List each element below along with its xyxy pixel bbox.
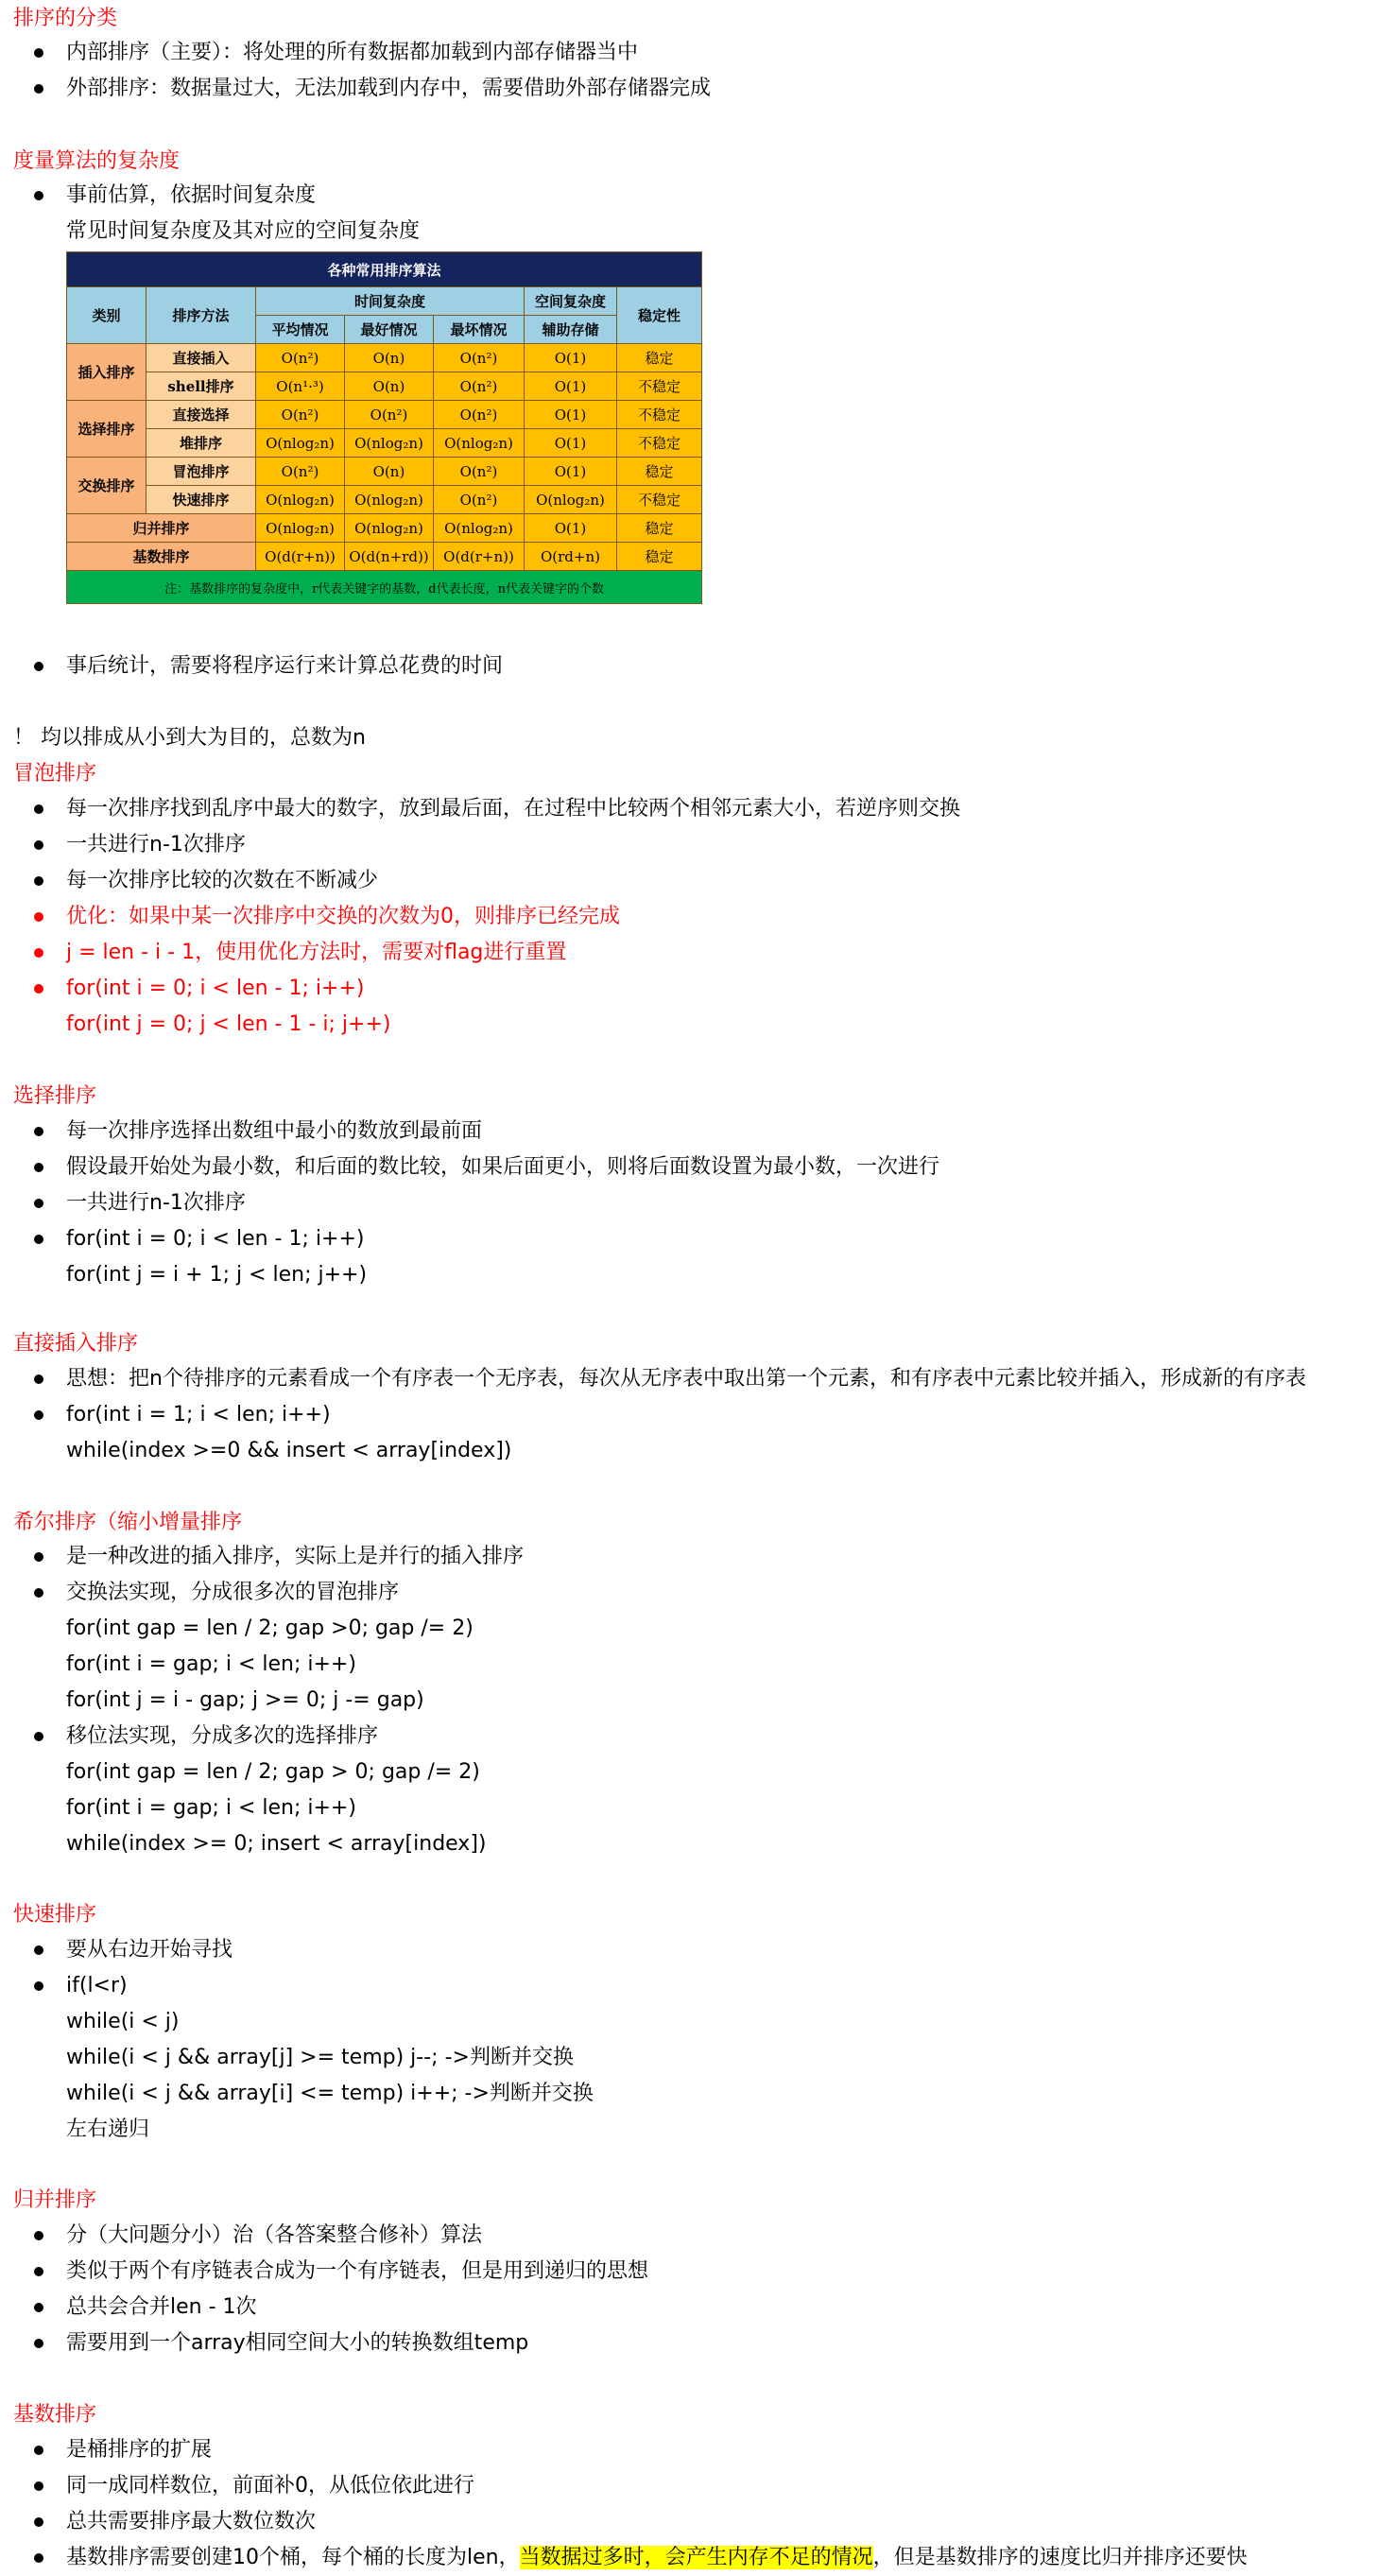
value-cell: 不稳定 [617, 401, 702, 429]
value-cell: O(rd+n) [525, 543, 617, 571]
list-item: 事后统计，需要将程序运行来计算总花费的时间 [66, 654, 504, 678]
table-row [67, 458, 702, 486]
radix-text-post: ，但是基数排序的速度比归并排序还要快 [872, 2546, 1248, 2569]
bullet [34, 876, 43, 886]
bullet [34, 984, 43, 994]
list-item: 一共进行n-1次排序 [66, 833, 246, 856]
section-heading-merge: 归并排序 [13, 2188, 97, 2212]
list-item-continuation: while(i < j && array[j] >= temp) j--; ->判断并交换 [66, 2046, 574, 2069]
list-item: 是一种改进的插入排序，实际上是并行的插入排序 [66, 1545, 525, 1568]
value-cell: O(1) [525, 344, 617, 372]
value-cell: O(nlog₂n) [525, 486, 617, 514]
list-item: if(l<r) [66, 1974, 128, 1997]
bullet [34, 2231, 43, 2240]
bullet [34, 1374, 43, 1384]
bullet [34, 1410, 43, 1420]
section-heading-shell: 希尔排序（缩小增量排序 [13, 1511, 243, 1534]
value-cell: 不稳定 [617, 486, 702, 514]
value-cell: O(n¹·³) [256, 372, 345, 401]
value-cell: O(nlog₂n) [345, 429, 434, 458]
list-item: 每一次排序选择出数组中最小的数放到最前面 [66, 1119, 483, 1143]
list-item: 要从右边开始寻找 [66, 1938, 233, 1962]
header-time-complexity: 时间复杂度 [256, 287, 525, 316]
value-cell: O(nlog₂n) [345, 514, 434, 543]
list-item [66, 2543, 1248, 2573]
list-item: 移位法实现，分成多次的选择排序 [66, 1724, 379, 1748]
header-method: 排序方法 [146, 287, 256, 344]
value-cell: O(nlog₂n) [256, 429, 345, 458]
value-cell: O(nlog₂n) [345, 486, 434, 514]
section-heading-insertion: 直接插入排序 [13, 1332, 139, 1356]
list-item: 总共需要排序最大数位数次 [66, 2510, 317, 2533]
bullet [34, 804, 43, 814]
bullet [34, 2517, 43, 2527]
value-cell: 不稳定 [617, 372, 702, 401]
category-cell: 选择排序 [67, 401, 146, 458]
value-cell: O(n) [345, 372, 434, 401]
list-item-continuation: for(int gap = len / 2; gap > 0; gap /= 2) [66, 1760, 480, 1784]
value-cell: O(n²) [256, 401, 345, 429]
list-item-continuation: for(int i = gap; i < len; i++) [66, 1652, 356, 1676]
section-heading-quick: 快速排序 [13, 1903, 97, 1927]
bullet [34, 912, 43, 922]
method-cell: 归并排序 [67, 514, 256, 543]
table-row [67, 543, 702, 571]
table-footnote: 注：基数排序的复杂度中，r代表关键字的基数，d代表长度，n代表关键字的个数 [67, 571, 702, 604]
bullet [34, 1163, 43, 1172]
header-category: 类别 [67, 287, 146, 344]
list-item-continuation: for(int j = i - gap; j >= 0; j -= gap) [66, 1688, 424, 1712]
header-stability: 稳定性 [617, 287, 702, 344]
value-cell: O(nlog₂n) [434, 514, 525, 543]
list-item-continuation: 常见时间复杂度及其对应的空间复杂度 [66, 219, 421, 243]
list-item-continuation: for(int j = 0; j < len - 1 - i; j++) [66, 1012, 391, 1036]
bullet [34, 840, 43, 850]
list-item-continuation: while(index >= 0; insert < array[index]) [66, 1832, 487, 1856]
method-cell: 直接选择 [146, 401, 256, 429]
table-row [67, 344, 702, 372]
value-cell: O(n²) [434, 344, 525, 372]
table-row [67, 429, 702, 458]
value-cell: O(d(r+n)) [434, 543, 525, 571]
list-item: 需要用到一个array相同空间大小的转换数组temp [66, 2331, 529, 2355]
value-cell: O(n) [345, 344, 434, 372]
bullet [34, 2481, 43, 2491]
value-cell: O(d(n+rd)) [345, 543, 434, 571]
bullet [34, 948, 43, 958]
list-item: 类似于两个有序链表合成为一个有序链表，但是用到递归的思想 [66, 2259, 649, 2283]
value-cell: O(n²) [434, 486, 525, 514]
list-item: 优化：如果中某一次排序中交换的次数为0，则排序已经完成 [66, 905, 620, 928]
complexity-table [66, 251, 702, 604]
header-space-complexity: 空间复杂度 [525, 287, 617, 316]
bullet [34, 1732, 43, 1741]
section-heading-selection: 选择排序 [13, 1084, 97, 1108]
method-cell: 基数排序 [67, 543, 256, 571]
value-cell: O(n²) [434, 401, 525, 429]
value-cell: O(n²) [345, 401, 434, 429]
value-cell: O(nlog₂n) [256, 514, 345, 543]
bullet [34, 1235, 43, 1244]
value-cell: 稳定 [617, 458, 702, 486]
list-item: 交换法实现，分成很多次的冒泡排序 [66, 1581, 400, 1604]
bullet [34, 84, 43, 94]
list-item: 总共会合并len - 1次 [66, 2295, 257, 2319]
bullet [34, 1981, 43, 1991]
value-cell: 稳定 [617, 543, 702, 571]
value-cell: O(1) [525, 458, 617, 486]
list-item: for(int i = 1; i < len; i++) [66, 1403, 331, 1426]
list-item-continuation: 左右递归 [66, 2118, 150, 2141]
table-row [67, 401, 702, 429]
list-item: 每一次排序比较的次数在不断减少 [66, 869, 379, 892]
list-item: j = len - i - 1，使用优化方法时，需要对flag进行重置 [66, 941, 567, 964]
section-heading-radix: 基数排序 [13, 2403, 97, 2427]
section-heading-complexity: 度量算法的复杂度 [13, 149, 181, 173]
list-item: 分（大问题分小）治（各答案整合修补）算法 [66, 2223, 483, 2247]
method-cell: 直接插入 [146, 344, 256, 372]
list-item: 是桶排序的扩展 [66, 2438, 213, 2462]
list-item-continuation: while(i < j && array[i] <= temp) i++; ->判断并交换 [66, 2082, 594, 2105]
value-cell: O(nlog₂n) [256, 486, 345, 514]
list-item: 每一次排序找到乱序中最大的数字，放到最后面，在过程中比较两个相邻元素大小，若逆序则交换 [66, 797, 961, 821]
table-row [67, 486, 702, 514]
value-cell: O(1) [525, 514, 617, 543]
list-item-continuation: for(int i = gap; i < len; i++) [66, 1796, 356, 1820]
value-cell: O(n²) [434, 458, 525, 486]
list-item: 外部排序：数据量过大，无法加载到内存中，需要借助外部存储器完成 [66, 77, 712, 100]
bullet [34, 1588, 43, 1598]
value-cell: O(n) [345, 458, 434, 486]
list-item: 假设最开始处为最小数，和后面的数比较，如果后面更小，则将后面数设置为最小数，一次进行 [66, 1155, 940, 1179]
bullet [34, 48, 43, 58]
list-item: for(int i = 0; i < len - 1; i++) [66, 977, 365, 1000]
header-auxiliary: 辅助存储 [525, 316, 617, 344]
bullet [34, 1127, 43, 1136]
header-average: 平均情况 [256, 316, 345, 344]
bullet [34, 1945, 43, 1955]
bullet [34, 191, 43, 200]
method-cell: 快速排序 [146, 486, 256, 514]
list-item: 同一成同样数位，前面补0，从低位依此进行 [66, 2474, 474, 2498]
value-cell: O(n²) [434, 372, 525, 401]
note-text: ！ 均以排成从小到大为目的，总数为n [13, 726, 366, 750]
bullet [34, 2339, 43, 2348]
bullet [34, 2446, 43, 2455]
list-item: for(int i = 0; i < len - 1; i++) [66, 1227, 365, 1251]
value-cell: O(n²) [256, 344, 345, 372]
table-row [67, 514, 702, 543]
list-item: 思想：把n个待排序的元素看成一个有序表一个无序表，每次从无序表中取出第一个元素，和有序表中元素比较并插入，形成新的有序表 [66, 1367, 1306, 1391]
section-heading-classification: 排序的分类 [13, 7, 118, 30]
value-cell: O(nlog₂n) [434, 429, 525, 458]
bullet [34, 2303, 43, 2312]
header-best: 最好情况 [345, 316, 434, 344]
value-cell: 不稳定 [617, 429, 702, 458]
table-title: 各种常用排序算法 [67, 252, 702, 287]
value-cell: O(1) [525, 429, 617, 458]
value-cell: 稳定 [617, 514, 702, 543]
method-cell: 堆排序 [146, 429, 256, 458]
highlighted-text: 当数据过多时，会产生内存不足的情况 [519, 2546, 873, 2569]
value-cell: O(1) [525, 372, 617, 401]
method-cell: 冒泡排序 [146, 458, 256, 486]
list-item-continuation: while(index >=0 && insert < array[index]) [66, 1439, 512, 1462]
bullet [34, 2553, 43, 2563]
bullet [34, 2267, 43, 2276]
list-item: 一共进行n-1次排序 [66, 1191, 246, 1215]
category-cell: 插入排序 [67, 344, 146, 401]
radix-text-pre: 基数排序需要创建10个桶，每个桶的长度为len， [66, 2546, 520, 2569]
method-cell: shell排序 [146, 372, 256, 401]
table-row [67, 372, 702, 401]
value-cell: O(n²) [256, 458, 345, 486]
header-worst: 最坏情况 [434, 316, 525, 344]
value-cell: O(d(r+n)) [256, 543, 345, 571]
category-cell: 交换排序 [67, 458, 146, 514]
list-item: 内部排序（主要）：将处理的所有数据都加载到内部存储器当中 [66, 41, 639, 64]
list-item-continuation: while(i < j) [66, 2010, 180, 2033]
list-item-continuation: for(int j = i + 1; j < len; j++) [66, 1263, 368, 1287]
bullet [34, 1552, 43, 1562]
list-item: 事前估算，依据时间复杂度 [66, 183, 317, 207]
value-cell: O(1) [525, 401, 617, 429]
value-cell: 稳定 [617, 344, 702, 372]
bullet [34, 662, 43, 671]
section-heading-bubble: 冒泡排序 [13, 762, 97, 786]
list-item-continuation: for(int gap = len / 2; gap >0; gap /= 2) [66, 1616, 474, 1640]
bullet [34, 1199, 43, 1208]
